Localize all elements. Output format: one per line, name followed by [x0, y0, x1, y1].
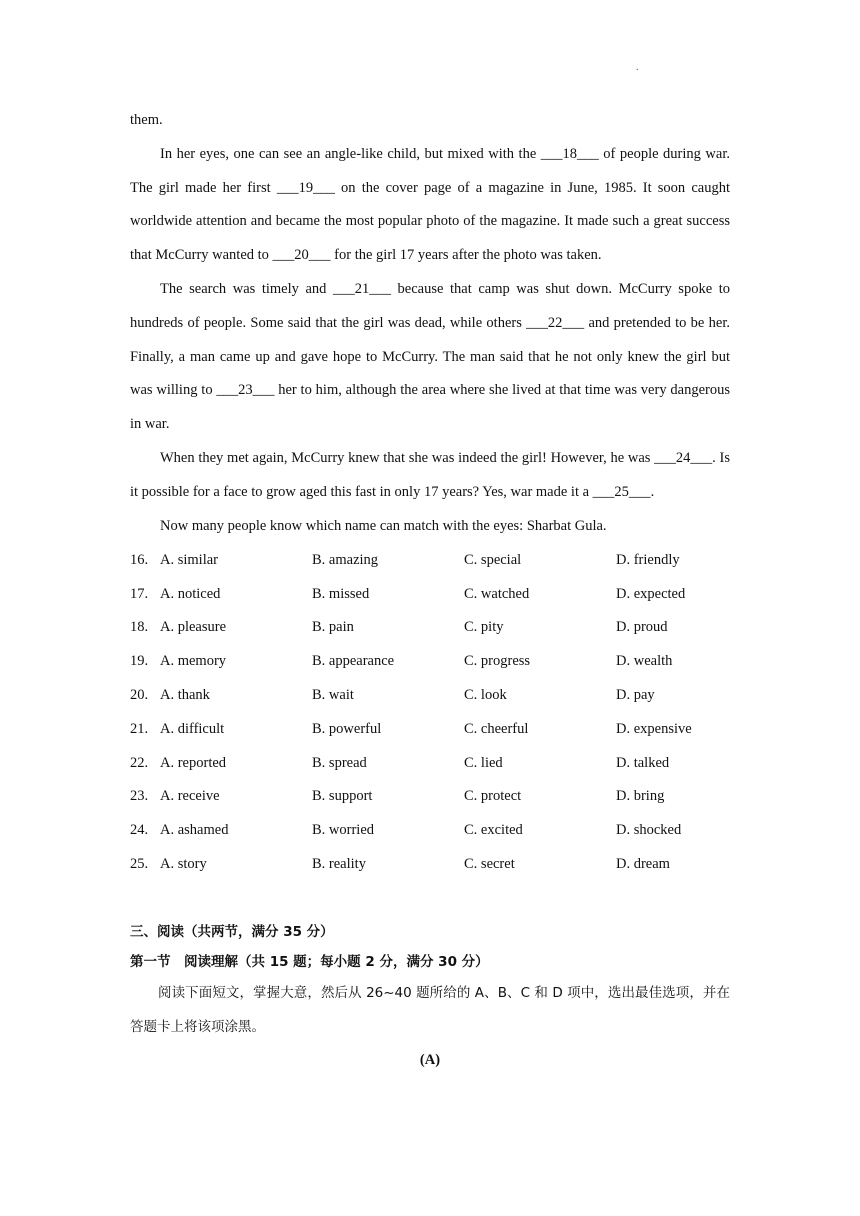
option-d: D. dream — [616, 855, 670, 872]
question-number: 23. — [130, 788, 149, 805]
option-row-18 — [130, 611, 730, 645]
option-b: B. wait — [312, 686, 354, 703]
option-a: A. memory — [160, 653, 227, 670]
option-c: C. lied — [464, 754, 503, 771]
page-content — [130, 104, 730, 1075]
option-c: C. protect — [464, 788, 522, 805]
option-d: D. expected — [616, 585, 686, 602]
option-a: A. difficult — [160, 720, 225, 737]
options-list — [130, 543, 730, 881]
passage-paragraph: When they met again, McCurry knew that she was indeed the girl! However, he was ___24___. Is it possible for a face to grow aged this fast in only 17 years? Yes, war made it a ___25___. — [130, 449, 730, 500]
option-a: A. reported — [160, 754, 227, 771]
question-number: 16. — [130, 551, 149, 568]
passage-paragraph: them. — [130, 112, 163, 128]
option-row-19 — [130, 645, 730, 679]
option-row-16 — [130, 543, 730, 577]
option-a: A. receive — [160, 788, 220, 805]
page-dot: . — [636, 62, 639, 73]
option-d: D. shocked — [616, 822, 682, 839]
option-b: B. support — [312, 788, 373, 805]
option-d: D. talked — [616, 754, 670, 771]
option-row-25 — [130, 848, 730, 882]
passage-label: (A) — [419, 1051, 441, 1068]
passage-paragraph: In her eyes, one can see an angle-like child, but mixed with the ___18___ of people during war. The girl made her first ___19___ on the cover page of a magazine in June, 1985. It soon caught worldwide attention and became the most popular photo of the magazine. It made such a great success that McCurry wanted to ___20___ for the girl 17 years after the photo was taken. — [130, 145, 730, 264]
option-b: B. missed — [312, 585, 370, 602]
option-b: B. powerful — [312, 720, 382, 737]
option-a: A. similar — [160, 551, 218, 568]
option-c: C. progress — [464, 653, 531, 670]
option-b: B. spread — [312, 754, 367, 771]
option-c: C. watched — [464, 585, 530, 602]
option-c: C. secret — [464, 855, 515, 872]
question-number: 25. — [130, 855, 149, 872]
option-d: D. expensive — [616, 720, 692, 737]
option-row-17 — [130, 577, 730, 611]
option-row-22 — [130, 746, 730, 780]
option-b: B. pain — [312, 619, 354, 636]
option-row-21 — [130, 712, 730, 746]
option-b: B. worried — [312, 822, 375, 839]
question-number: 22. — [130, 754, 149, 771]
option-a: A. pleasure — [160, 619, 227, 636]
option-c: C. excited — [464, 822, 523, 839]
question-number: 21. — [130, 720, 149, 737]
question-number: 19. — [130, 653, 149, 670]
option-d: D. proud — [616, 619, 668, 636]
option-a: A. noticed — [160, 585, 221, 602]
option-b: B. reality — [312, 855, 366, 872]
question-number: 17. — [130, 585, 149, 602]
question-number: 20. — [130, 686, 149, 703]
section-instruction: 阅读下面短文，掌握大意，然后从 26~40 题所给的 A、B、C 和 D 项中，选出最佳选项，并在答题卡上将该项涂黑。 — [130, 985, 730, 1036]
option-c: C. look — [464, 686, 507, 703]
option-b: B. appearance — [312, 653, 395, 670]
option-c: C. cheerful — [464, 720, 529, 737]
option-d: D. pay — [616, 686, 655, 703]
option-d: D. wealth — [616, 653, 673, 670]
option-c: C. special — [464, 551, 522, 568]
option-row-20 — [130, 679, 730, 713]
option-d: D. bring — [616, 788, 665, 805]
option-d: D. friendly — [616, 551, 680, 568]
option-b: B. amazing — [312, 551, 379, 568]
option-c: C. pity — [464, 619, 504, 636]
passage-paragraph: The search was timely and ___21___ because that camp was shut down. McCurry spoke to hundreds of people. Some said that the girl was dead, while others ___22___ and pretended to be her. Finally, a man came up and gave hope to McCurry. The man said that he not only knew the girl but was willing to ___23___ her to him, although the area where she lived at that time was very dangerous in war. — [130, 280, 730, 433]
option-row-24 — [130, 814, 730, 848]
option-a: A. ashamed — [160, 822, 229, 839]
option-row-23 — [130, 780, 730, 814]
option-a: A. story — [160, 855, 207, 872]
option-a: A. thank — [160, 686, 210, 703]
section-title: 三、阅读（共两节，满分 35 分） — [130, 924, 334, 941]
question-number: 24. — [130, 822, 149, 839]
question-number: 18. — [130, 619, 149, 636]
subsection-title: 第一节 阅读理解（共 15 题；每小题 2 分，满分 30 分） — [130, 954, 489, 971]
passage-paragraph: Now many people know which name can match with the eyes: Sharbat Gula. — [160, 517, 607, 534]
